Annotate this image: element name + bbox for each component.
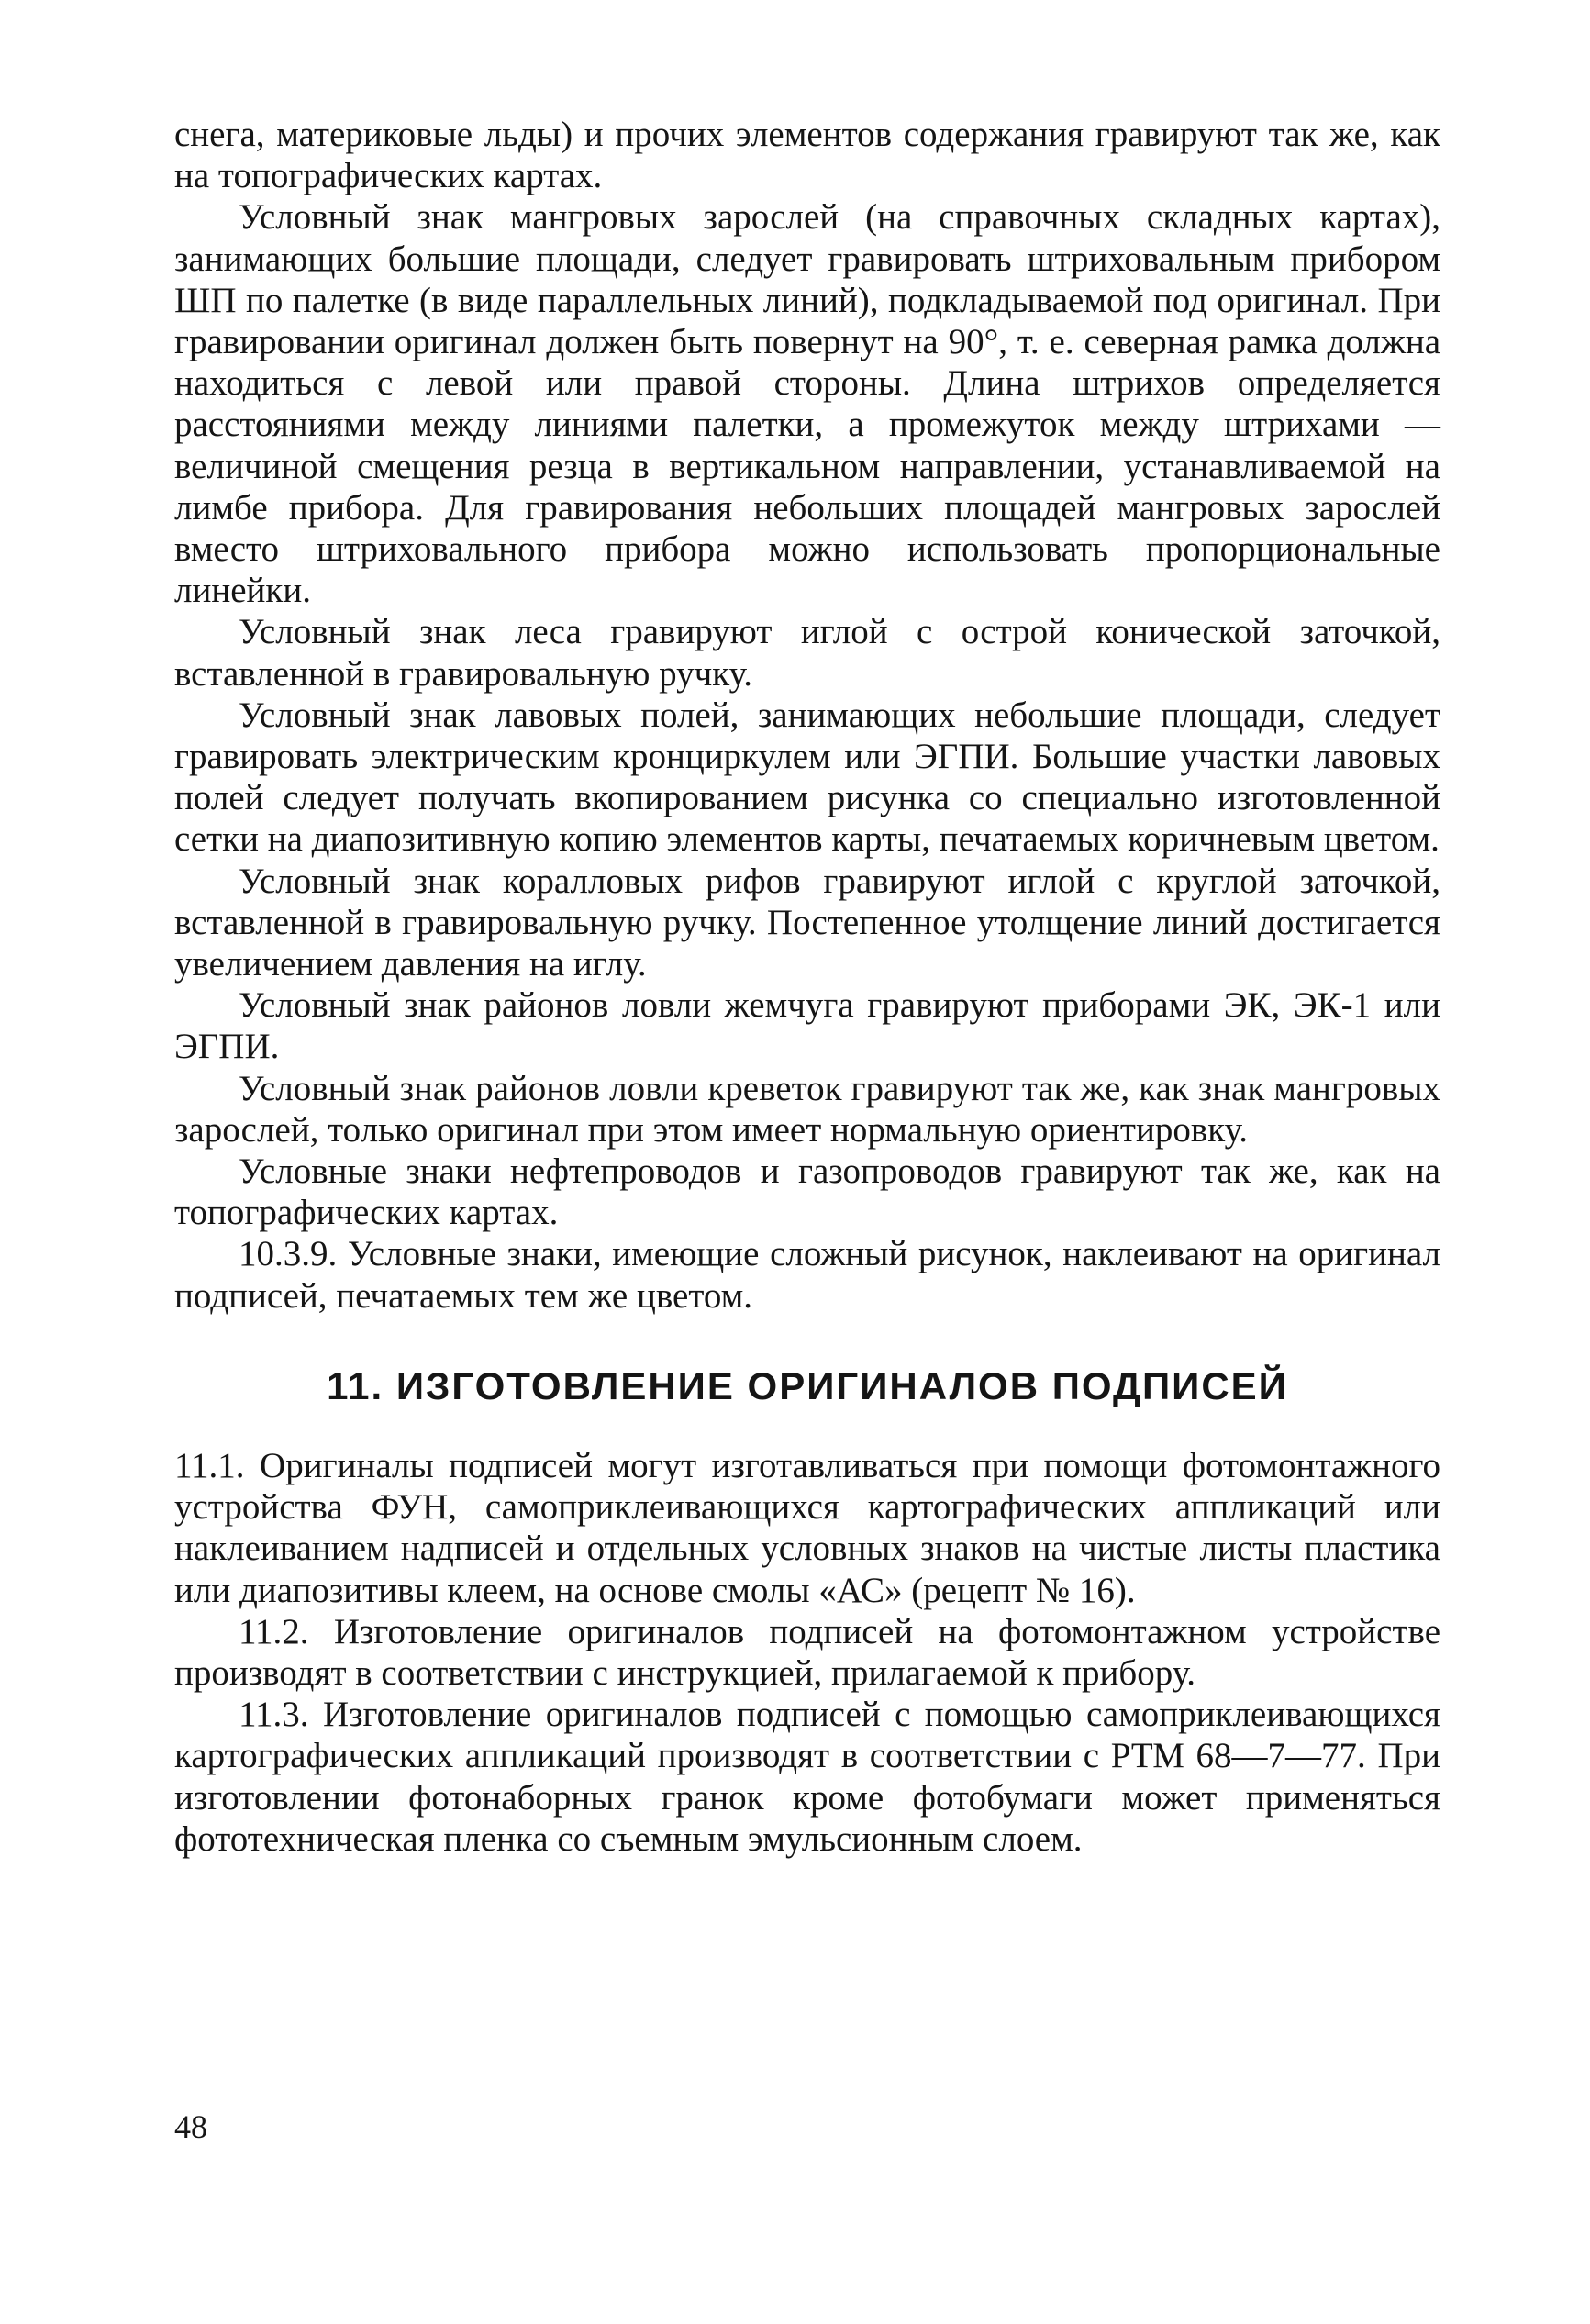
paragraph-pearl-areas: Условный знак районов ловли жемчуга гравируют приборами ЭК, ЭК-1 или ЭГПИ. bbox=[174, 985, 1440, 1067]
paragraph-11-1: 11.1. Оригиналы подписей могут изготавливаться при помощи фотомонтажного устройства ФУН, самоприклеивающихся картографических аппликаций или наклеиванием надписей и отдельных условных знаков на чистые листы пластика или диапозитивы клеем, на основе смолы «АС» (рецепт № 16). bbox=[174, 1445, 1440, 1610]
paragraph-forest: Условный знак леса гравируют иглой с острой конической заточкой, вставленной в гравировальную ручку. bbox=[174, 612, 1440, 694]
text-column bbox=[174, 114, 1440, 1860]
paragraph-lava-fields: Условный знак лавовых полей, занимающих небольшие площади, следует гравировать электрическим кронциркулем или ЭГПИ. Большие участки лавовых полей следует получать вкопированием рисунка со специально изготовленной сетки на диапозитивную копию элементов карты, печатаемых коричневым цветом. bbox=[174, 695, 1440, 860]
paragraph-pipelines: Условные знаки нефтепроводов и газопроводов гравируют так же, как на топографических картах. bbox=[174, 1151, 1440, 1233]
page-number: 48 bbox=[174, 2108, 207, 2145]
section-heading: 11. ИЗГОТОВЛЕНИЕ ОРИГИНАЛОВ ПОДПИСЕЙ bbox=[327, 1363, 1288, 1407]
paragraph-coral-reefs: Условный знак коралловых рифов гравируют иглой с круглой заточкой, вставленной в гравировальную ручку. Постепенное утолщение линий достигается увеличением давления на иглу. bbox=[174, 861, 1440, 984]
paragraph-mangroves: Условный знак мангровых зарослей (на справочных складных картах), занимающих большие площади, следует гравировать штриховальным прибором ШП по палетке (в виде параллельных линий), подкладываемой под оригинал. При гравировании оригинал должен быть повернут на 90°, т. е. северная рамка должна находиться с левой или правой стороны. Длина штрихов определяется расстояниями между линиями палетки, а промежуток между штрихами — величиной смещения резца в вертикальном направлении, устанавливаемой на лимбе прибора. Для гравирования небольших площадей мангровых зарослей вместо штриховального прибора можно использовать пропорциональные линейки. bbox=[174, 197, 1440, 611]
paragraph-11-2: 11.2. Изготовление оригиналов подписей на фотомонтажном устройстве производят в соответствии с инструкцией, прилагаемой к прибору. bbox=[174, 1611, 1440, 1693]
paragraph-11-3: 11.3. Изготовление оригиналов подписей с помощью самоприклеивающихся картографических аппликаций производят в соответствии с РТМ 68—7—77. При изготовлении фотонаборных гранок кроме фотобумаги может применяться фототехническая пленка со съемным эмульсионным слоем. bbox=[174, 1695, 1440, 1859]
paragraph-shrimp-areas: Условный знак районов ловли креветок гравируют так же, как знак мангровых зарослей, только оригинал при этом имеет нормальную ориентировку. bbox=[174, 1068, 1440, 1150]
paragraph-10-3-9: 10.3.9. Условные знаки, имеющие сложный рисунок, наклеивают на оригинал подписей, печатаемых тем же цветом. bbox=[174, 1234, 1440, 1316]
paragraph-continued: снега, материковые льды) и прочих элементов содержания гравируют так же, как на топографических картах. bbox=[174, 115, 1440, 196]
